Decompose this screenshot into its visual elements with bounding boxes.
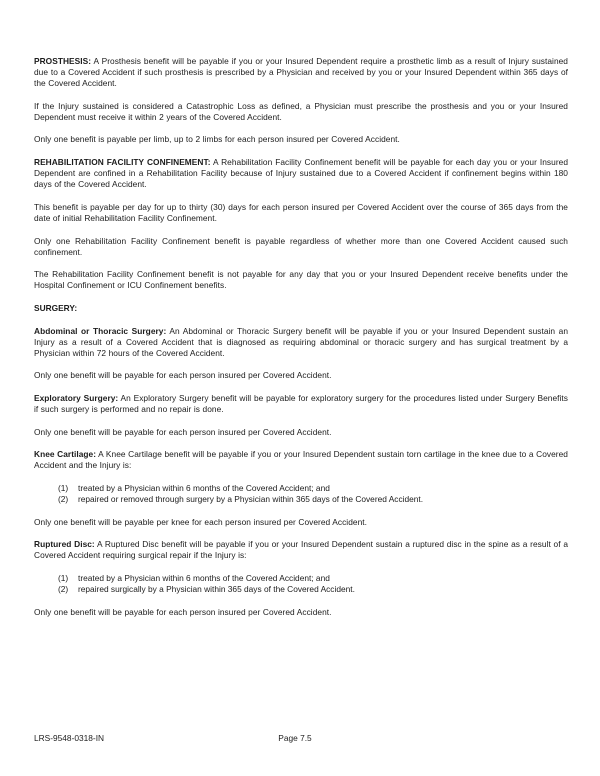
paragraph-text: If the Injury sustained is considered a Catastrophic Loss as defined, a Physician must prescribe the prosthesis and you or your Insured Dependent must receive it within 2 years of the Covered Accident.	[34, 100, 568, 122]
list-item-marker: (1)	[58, 572, 69, 583]
list-item	[34, 573, 568, 584]
paragraph-text: Only one benefit will be payable per knee for each person insured per Covered Accident.	[34, 516, 367, 527]
body-paragraph	[34, 101, 568, 123]
body-paragraph	[34, 202, 568, 224]
body-paragraph	[34, 370, 568, 381]
list-item-text: repaired surgically by a Physician within 365 days of the Covered Accident.	[78, 583, 355, 594]
paragraph-text: Only one benefit will be payable for each person insured per Covered Accident.	[34, 370, 332, 381]
list-item-marker: (2)	[58, 583, 69, 594]
document-body	[34, 56, 568, 618]
body-paragraph	[34, 427, 568, 438]
body-paragraph	[34, 134, 568, 145]
paragraph-text: A Knee Cartilage benefit will be payable if you or your Insured Dependent sustain torn cartilage in the knee due to a Covered Accident and the Injury is:	[34, 449, 568, 471]
paragraph-text: An Abdominal or Thoracic Surgery benefit will be payable if you or your Insured Dependent sustain an Injury as a result of a Covered Accident that is diagnosed as requiring abdominal or thoracic surgery and has surgical treatment by a Physician within 72 hours of the Covered Accident.	[34, 325, 568, 358]
list-item	[34, 494, 568, 505]
benefit-paragraph	[34, 157, 568, 190]
benefit-paragraph	[34, 449, 568, 471]
benefit-term-label: Ruptured Disc:	[34, 539, 95, 550]
benefit-term-label: PROSTHESIS:	[34, 56, 92, 66]
list-item	[34, 483, 568, 494]
benefit-paragraph	[34, 539, 568, 561]
benefit-term-label: Knee Cartilage:	[34, 449, 97, 460]
footer-page-number: Page 7.5	[278, 733, 312, 743]
benefit-term-label: Exploratory Surgery:	[34, 392, 119, 403]
list-item-text: treated by a Physician within 6 months of the Covered Accident; and	[78, 482, 330, 493]
paragraph-text: A Prosthesis benefit will be payable if you or your Insured Dependent require a prosthetic limb as a result of Injury sustained due to a Covered Accident if such prosthesis is prescribed by a Physician and received by you or your Insured Dependent within 365 days of the Covered Accident.	[34, 56, 568, 89]
list-item-marker: (2)	[58, 493, 69, 504]
paragraph-text: A Rehabilitation Facility Confinement benefit will be payable for each day you or your Insured Dependent are confined in a Rehabilitation Facility because of Injury sustained due to a Covered Accident if confinement begins within 180 days of the Covered Accident.	[34, 157, 569, 190]
list-item-text: treated by a Physician within 6 months of the Covered Accident; and	[78, 572, 330, 583]
benefit-term-label: Abdominal or Thoracic Surgery:	[34, 325, 167, 336]
numbered-list	[34, 573, 568, 595]
numbered-list	[34, 483, 568, 505]
list-item-marker: (1)	[58, 482, 69, 493]
body-paragraph	[34, 269, 568, 291]
paragraph-text: Only one benefit is payable per limb, up to 2 limbs for each person insured per Covered Accident.	[34, 134, 400, 145]
body-paragraph	[34, 236, 568, 258]
footer-document-code: LRS-9548-0318-IN	[34, 733, 105, 743]
list-item-text: repaired or removed through surgery by a Physician within 365 days of the Covered Accident.	[78, 493, 424, 504]
body-paragraph	[34, 517, 568, 528]
benefit-paragraph	[34, 326, 568, 359]
section-heading: SURGERY:	[34, 302, 78, 313]
benefit-term-label: REHABILITATION FACILITY CONFINEMENT:	[34, 157, 211, 168]
paragraph-text: Only one benefit will be payable for each person insured per Covered Accident.	[34, 426, 332, 437]
paragraph-text: Only one Rehabilitation Facility Confinement benefit is payable regardless of whether more than one Covered Accident caused such confinement.	[34, 235, 568, 257]
list-item	[34, 584, 568, 595]
benefit-paragraph	[34, 393, 568, 415]
paragraph-text: Only one benefit will be payable for each person insured per Covered Accident.	[34, 606, 332, 617]
paragraph-text: An Exploratory Surgery benefit will be payable for exploratory surgery for the procedures listed under Surgery Benefits if such surgery is performed and no repair is done.	[34, 392, 568, 414]
paragraph-text: This benefit is payable per day for up to thirty (30) days for each person insured per Covered Accident over the course of 365 days from the date of initial Rehabilitation Facility Confinement.	[34, 201, 568, 223]
paragraph-text: The Rehabilitation Facility Confinement benefit is not payable for any day that you or your Insured Dependent receive benefits under the Hospital Confinement or ICU Confinement benefits.	[34, 269, 568, 291]
benefit-paragraph	[34, 56, 568, 89]
paragraph-text: A Ruptured Disc benefit will be payable if you or your Insured Dependent sustain a ruptured disc in the spine as a result of a Covered Accident requiring surgical repair if the Injury is:	[34, 539, 569, 561]
body-paragraph	[34, 607, 568, 618]
